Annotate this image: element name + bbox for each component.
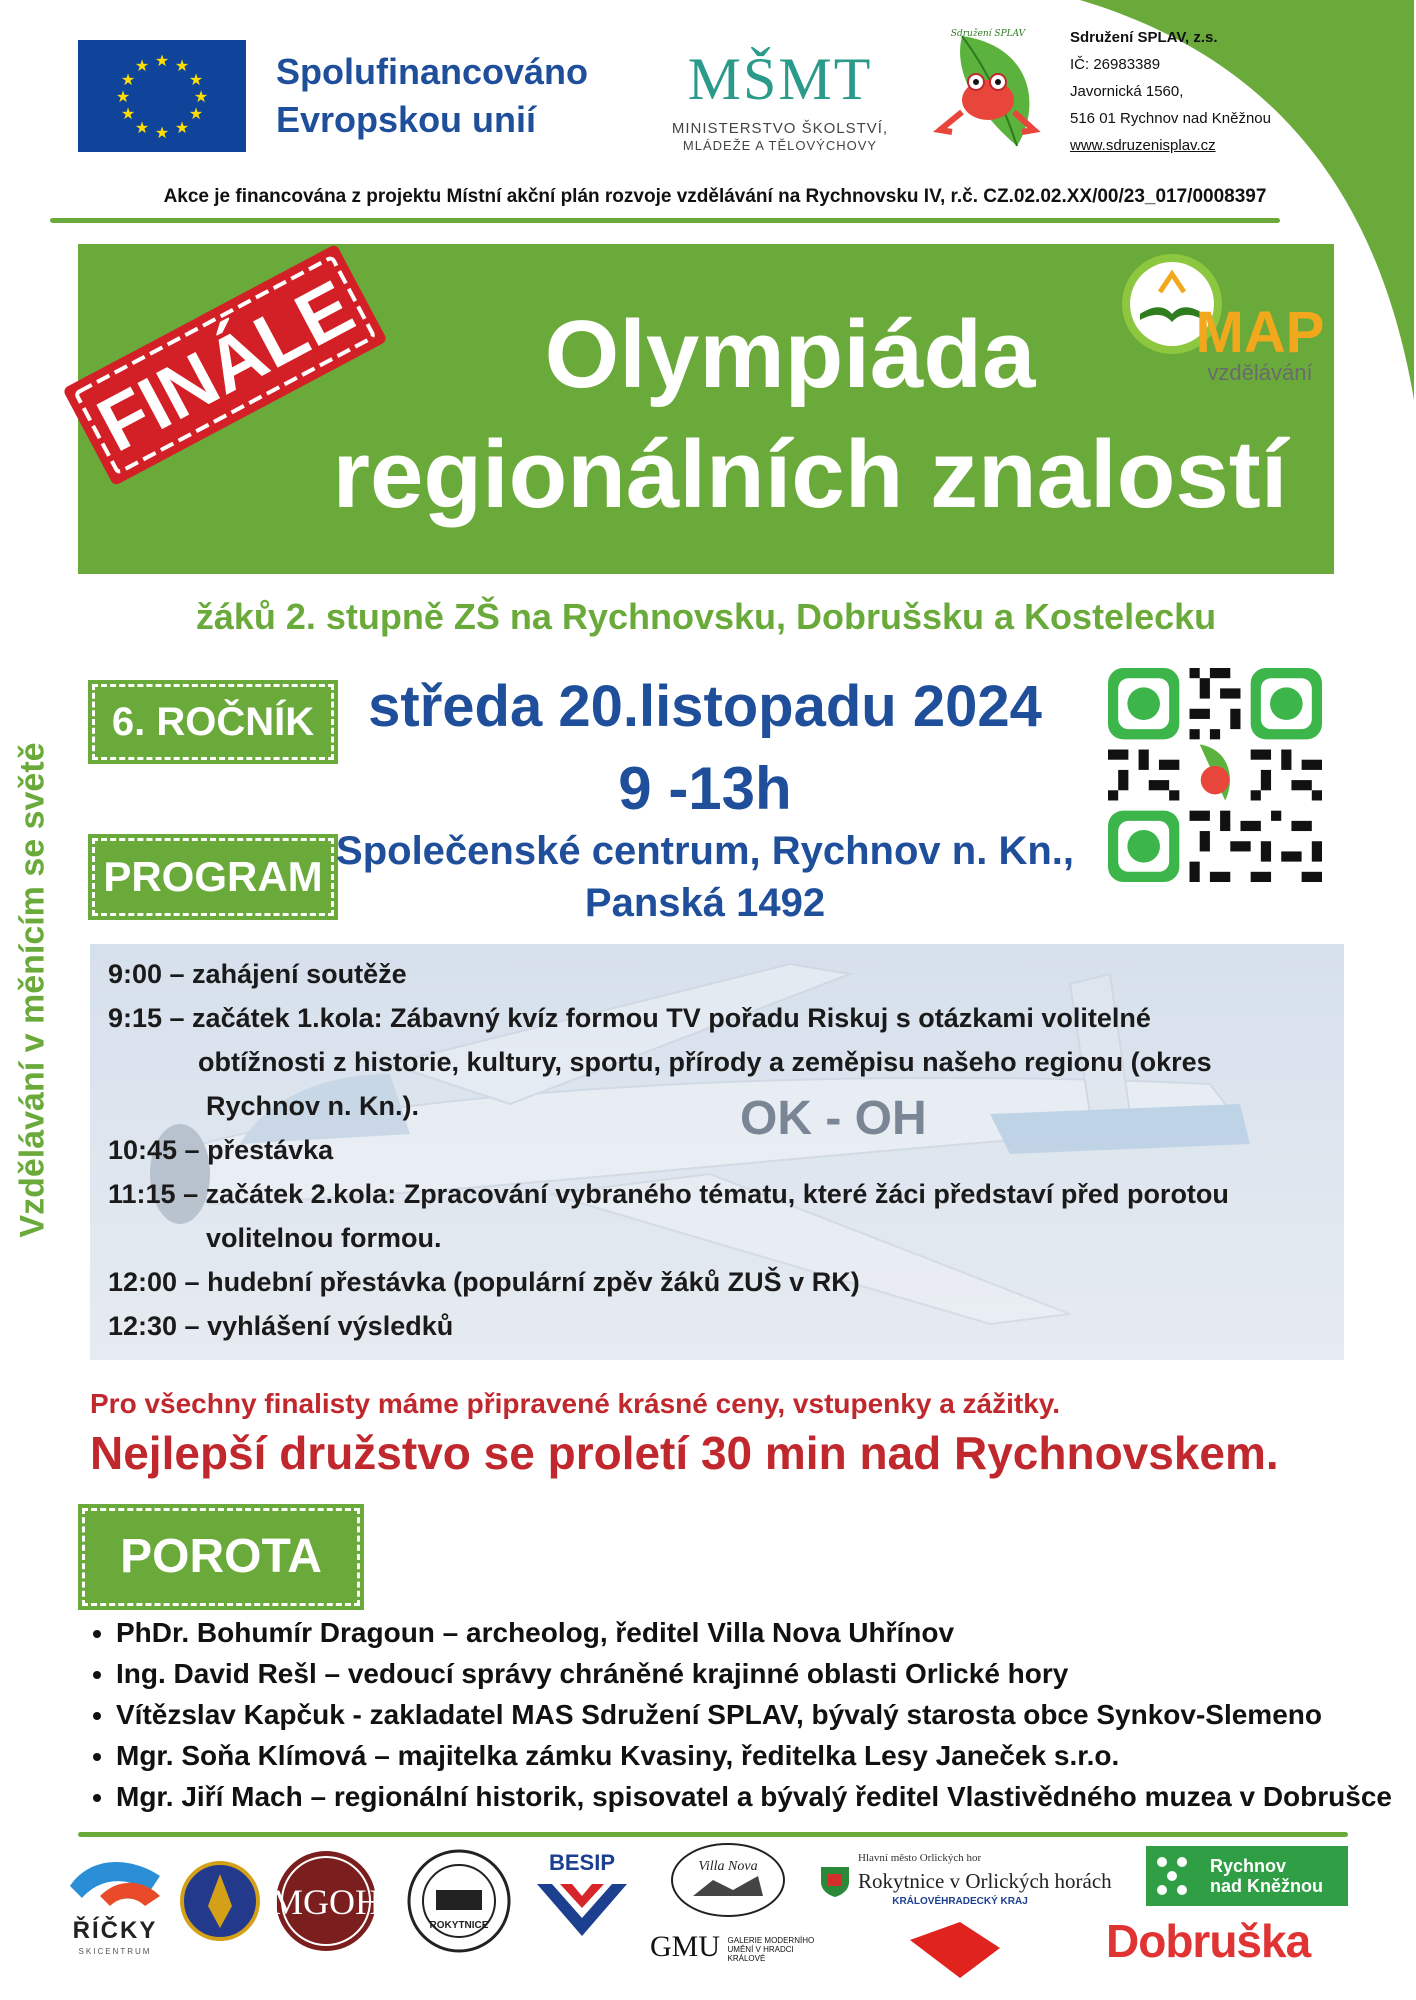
jury-member: • Mgr. Soňa Klímová – majitelka zámku Kvasiny, ředitelka Lesy Janeček s.r.o. [116,1735,1416,1776]
map-logo-sub: vzdělávání [1207,360,1313,385]
banner-title-line2: regionálních znalostí [332,421,1288,528]
side-slogan [8,710,58,1270]
villa-nova-logo [668,1840,788,1920]
prize-note: Pro všechny finalisty máme připravené krásné ceny, vstupenky a zážitky. [90,1388,1061,1419]
splav-street: Javornická 1560, [1070,83,1184,100]
rychnov-text [1210,1856,1323,1896]
splav-city: 516 01 Rychnov nad Kněžnou [1070,110,1271,127]
program-item [108,952,1328,996]
msmt-logo [650,38,910,154]
gmu-sub: GALERIE MODERNÍHO UMĚNÍ V HRADCI KRÁLOVÉ [727,1935,815,1963]
footer-divider [78,1832,1348,1837]
event-date: středa 20.listopadu 2024 [368,674,1042,739]
jury-member: • PhDr. Bohumír Dragoun – archeolog, ředitel Villa Nova Uhřínov [116,1612,1416,1653]
rychnov-line1: Rychnov [1210,1856,1287,1876]
jury-member: • Ing. David Rešl – vedoucí správy chráněné krajinné oblasti Orlické hory [116,1653,1416,1694]
eu-line1: Spolufinancováno [276,51,589,92]
program-item-text: 9:15 – začátek 1.kola: Zábavný kvíz formou TV pořadu Riskuj s otázkami volitelné [108,1003,1151,1033]
splav-ic: IČ: 26983389 [1070,56,1161,73]
header-divider [50,218,1280,223]
program-item-text: 11:15 – začátek 2.kola: Zpracování vybraného tématu, které žáci představí před porotou [108,1179,1229,1209]
msmt-name-line1: MINISTERSTVO ŠKOLSTVÍ, [671,120,889,137]
prize-highlight: Nejlepší družstvo se proletí 30 min nad Rychnovskem. [90,1427,1279,1479]
program-item-text: 10:45 – přestávka [108,1135,334,1165]
porota-tag: POROTA [82,1508,360,1606]
msmt-logo-mark: MŠMT [687,46,873,112]
svg-text:★: ★ [120,70,136,89]
mgoh-logo [272,1846,380,1956]
muzeum-vytopna-logo [404,1846,514,1956]
msmt-name-line2: MLÁDEŽE A TĚLOVÝCHOVY [682,138,878,153]
svg-text:★: ★ [134,56,150,75]
svg-text:★: ★ [188,70,204,89]
ricky-sub: SKICENTRUM [78,1947,152,1956]
program-tag: PROGRAM [92,838,334,916]
kralovehradecky-kraj-logo [892,1892,1028,1982]
splav-logo-text: Sdružení SPLAV [950,29,1026,39]
gmu-text: GMU [650,1930,721,1963]
hasici-logo [180,1846,260,1956]
eu-cofinanced-text [276,48,588,144]
jury-member: • Mgr. Jiří Mach – regionální historik, spisovatel a bývalý ředitel Vlastivědného muzea v Dobrušce [116,1776,1416,1817]
splav-web-link[interactable]: www.sdruzenisplav.cz [1070,137,1216,154]
program-item-text: 12:30 – vyhlášení výsledků [108,1311,454,1341]
mgoh-text: MGOH [270,1882,382,1922]
jury-list [80,1612,1416,1817]
eu-line2: Evropskou unií [276,99,537,140]
svg-text:★: ★ [120,104,136,123]
ricky-skicentrum-logo [60,1846,170,1966]
rychnov-dots-icon [1146,1846,1202,1906]
eu-flag-logo [78,40,246,152]
villa-text: Villa Nova [698,1859,758,1874]
rokytnice-crest-icon [818,1864,852,1898]
banner-title-line1: Olympiáda [544,301,1036,408]
besip-logo [532,1846,632,1956]
dobruska-logo [1106,1914,1310,1968]
svg-text:★: ★ [193,87,209,106]
eu-stars-icon [78,40,246,152]
gmu-logo [650,1930,818,1964]
event-venue: Společenské centrum, Rychnov n. Kn., [336,829,1074,873]
rokytnice-small-text: Hlavní město Orlických hor [858,1852,982,1864]
splav-name: Sdružení SPLAV, z.s. [1070,29,1218,46]
svg-text:★: ★ [174,118,190,137]
program-item [108,1172,1328,1260]
dobruska-text: Dobruška [1106,1915,1311,1967]
rychnov-line2: nad Kněžnou [1210,1876,1323,1896]
rocnik-tag: 6. ROČNÍK [92,684,334,760]
svg-text:OK - OH: OK - OH [740,1092,927,1145]
program-item [108,1128,1328,1172]
program-item-text: 12:00 – hudební přestávka (populární zpěv žáků ZUŠ v RK) [108,1267,860,1297]
map-logo-text: MAP [1195,300,1325,365]
svg-text:★: ★ [188,104,204,123]
program-item [108,1260,1328,1304]
kraj-text: KRÁLOVÉHRADECKÝ KRAJ [892,1896,1028,1907]
side-slogan-text: Vzdělávání v měnícím se světě [13,742,52,1238]
map-vzdelavani-logo [1110,252,1325,402]
program-item [108,1304,1328,1348]
svg-text:★: ★ [154,123,170,142]
muzeum-text: ROKYTNICE [429,1920,489,1931]
svg-text:★: ★ [154,51,170,70]
svg-text:★: ★ [134,118,150,137]
besip-text: BESIP [548,1850,616,1875]
finale-stamp [40,264,410,469]
splav-frog-logo [922,26,1054,152]
program-item-cont: obtížnosti z historie, kultury, sportu, přírody a zeměpisu našeho regionu (okres [198,1047,1212,1077]
funding-note: Akce je financována z projektu Místní akční plán rozvoje vzdělávání na Rychnovsku IV, r.č. CZ.02.02.XX/00/23_017/0008397 [163,186,1267,207]
program-item-cont: volitelnou formou. [206,1223,442,1253]
event-subtitle: žáků 2. stupně ZŠ na Rychnovsku, Dobrušsku a Kostelecku [195,596,1217,637]
qr-code[interactable] [1108,668,1322,882]
svg-text:★: ★ [115,87,131,106]
rokytnice-text: Rokytnice v Orlických horách [858,1868,1112,1893]
program-item-text: 9:00 – zahájení soutěže [108,959,407,989]
event-time: 9 -13h [618,755,792,822]
splav-contact [1070,24,1271,159]
program-item-cont: Rychnov n. Kn.). [206,1091,420,1121]
svg-text:★: ★ [174,56,190,75]
event-street: Panská 1492 [584,881,826,925]
program-list [108,952,1328,1348]
finale-stamp-text: FINÁLE [84,264,367,469]
ricky-text: ŘÍČKY [72,1917,158,1944]
jury-member: • Vítězslav Kapčuk - zakladatel MAS Sdružení SPLAV, bývalý starosta obce Synkov-Slemeno [116,1694,1416,1735]
program-item [108,996,1328,1128]
